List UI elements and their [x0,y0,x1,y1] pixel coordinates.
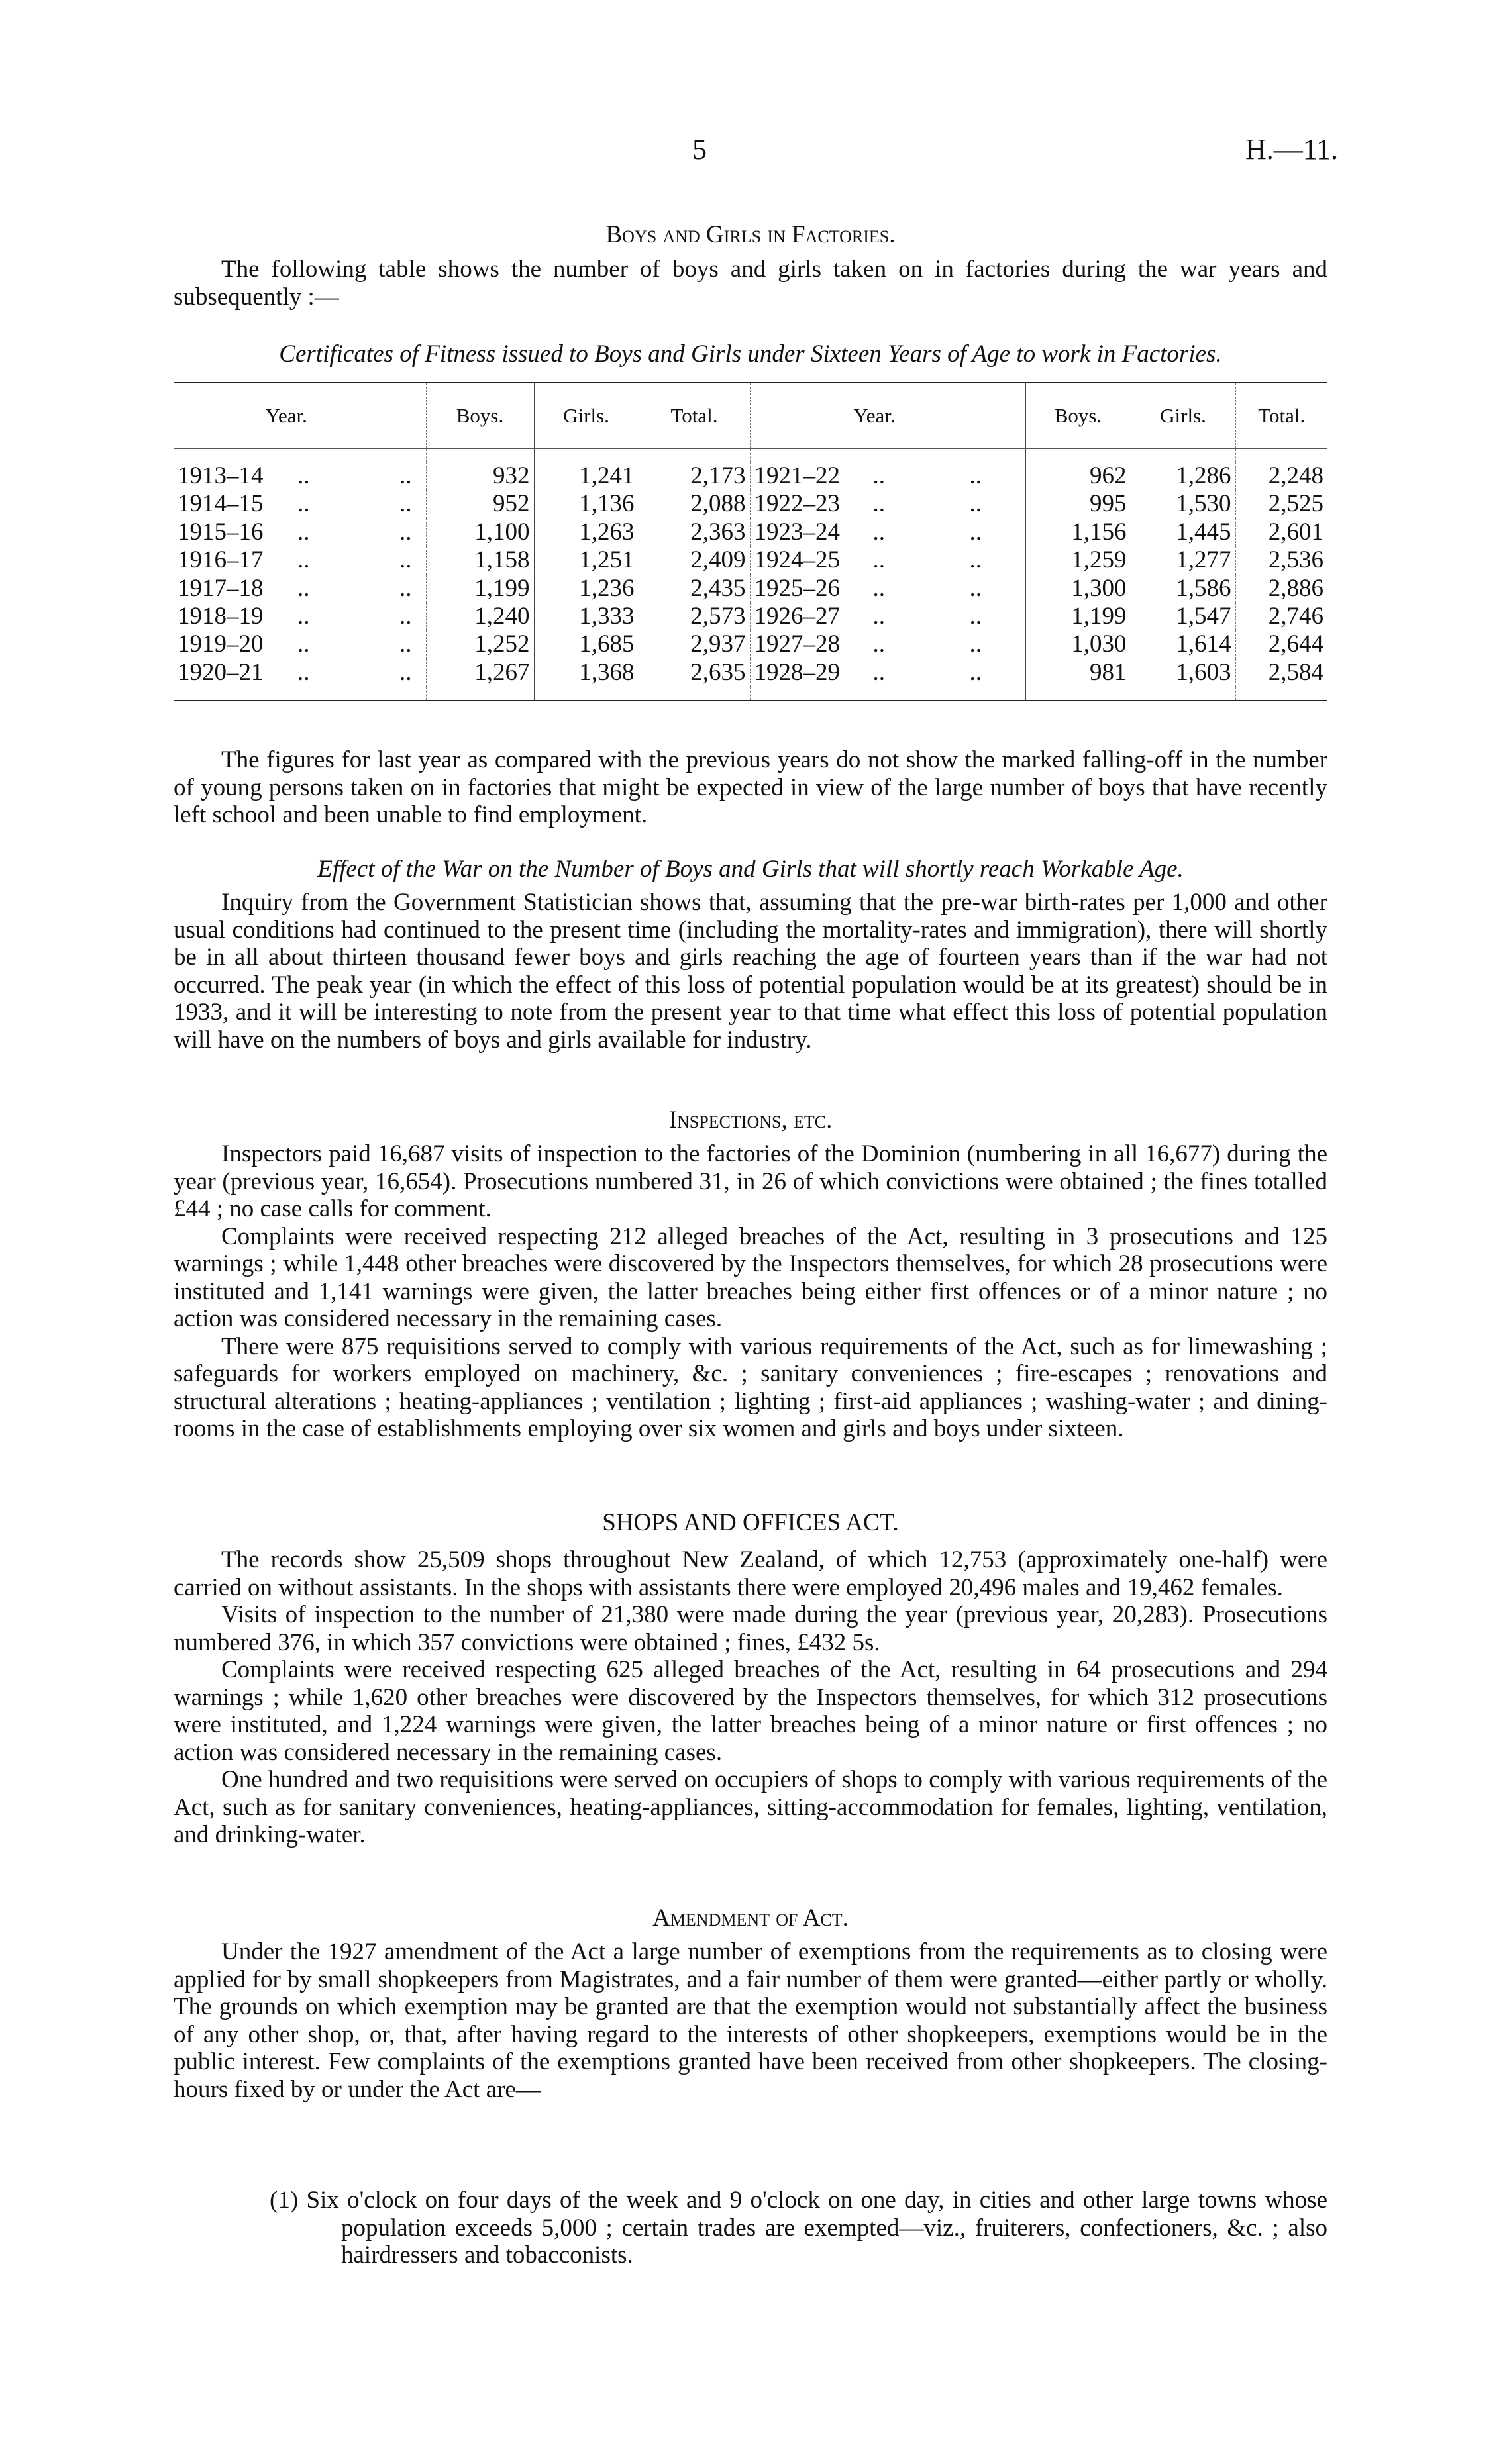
year-label: 1920–21 [178,658,264,686]
leader-dots: .. [297,462,310,489]
year-cell [750,659,1025,687]
value-cell: 1,263 [534,518,639,546]
value-cell: 2,248 [1235,462,1327,490]
page-number: 5 [692,133,707,166]
value-cell: 2,573 [639,603,750,630]
year-cell [174,630,426,658]
table-row [174,490,1327,518]
leader-dots: .. [872,490,885,518]
shops-heading: SHOPS AND OFFICES ACT. [602,1509,899,1536]
year-cell [174,462,426,490]
year-cell [750,518,1025,546]
table-caption: Certificates of Fitness issued to Boys and Girls under Sixteen Years of Age to work in Factories. [279,340,1222,368]
value-cell: 1,547 [1131,603,1235,630]
leader-dots: .. [969,462,982,489]
year-cell [174,575,426,603]
value-cell: 1,277 [1131,546,1235,574]
column-header: Year. [174,383,426,449]
list-item: (1) Six o'clock on four days of the week and 9 o'clock on one day, in cities and other large towns whose population exceeds 5,000 ; certain trades are exempted—viz., fruiterers, confectioners, &c. ; also hairdressers and tobacconists. [270,2187,1327,2269]
year-cell [174,546,426,574]
shops-paragraph: Complaints were received respecting 625 alleged breaches of the Act, resulting in 64 prosecutions and 294 warnings ; while 1,620 other breaches were discovered by the Inspectors themselves, for which 312 prosecutions were instituted, and 1,224 warnings were given, the latter breaches being of a minor nature or first offences ; no action was considered necessary in the remaining cases. [174,1656,1327,1766]
table-spacer [174,687,1327,701]
leader-dots: .. [872,658,885,686]
leader-dots: .. [872,546,885,574]
table-spacer [174,449,1327,463]
table-row [174,575,1327,603]
inspections-heading: Inspections, etc. [668,1107,833,1134]
year-label: 1919–20 [178,630,264,658]
column-header: Boys. [426,383,534,449]
closing-hours-list [270,2187,1327,2269]
value-cell: 1,236 [534,575,639,603]
amendment-heading: Amendment of Act. [652,1904,849,1932]
value-cell: 1,241 [534,462,639,490]
year-label: 1928–29 [754,658,840,686]
value-cell: 2,584 [1235,659,1327,687]
leader-dots: .. [872,518,885,546]
shops-paragraph: The records show 25,509 shops throughout New Zealand, of which 12,753 (approximately one-half) were carried on without assistants. In the shops with assistants there were employed 20,496 males and 19,462 females. [174,1546,1327,1601]
column-header: Girls. [534,383,639,449]
value-cell: 995 [1025,490,1131,518]
value-cell: 1,333 [534,603,639,630]
leader-dots: .. [399,462,412,489]
year-cell [750,575,1025,603]
leader-dots: .. [297,574,310,602]
leader-dots: .. [399,630,412,658]
value-cell: 1,252 [426,630,534,658]
value-cell: 1,240 [426,603,534,630]
value-cell: 2,536 [1235,546,1327,574]
value-cell: 962 [1025,462,1131,490]
leader-dots: .. [399,518,412,546]
leader-dots: .. [399,490,412,518]
leader-dots: .. [297,658,310,686]
leader-dots: .. [297,490,310,518]
value-cell: 952 [426,490,534,518]
leader-dots: .. [399,546,412,574]
shops-paragraph: One hundred and two requisitions were served on occupiers of shops to comply with various requirements of the Act, such as for sanitary conveniences, heating-appliances, sitting-accommodation for females, lighting, ventilation, and drinking-water. [174,1766,1327,1848]
leader-dots: .. [872,630,885,658]
value-cell: 2,173 [639,462,750,490]
section-heading-boys-girls: Boys and Girls in Factories. [605,221,896,248]
value-cell: 1,158 [426,546,534,574]
leader-dots: .. [969,630,982,658]
leader-dots: .. [399,603,412,630]
column-header: Total. [639,383,750,449]
table-row [174,462,1327,490]
leader-dots: .. [969,603,982,630]
column-header: Total. [1235,383,1327,449]
value-cell: 1,300 [1025,575,1131,603]
inspections-paragraph: Inspectors paid 16,687 visits of inspection to the factories of the Dominion (numbering in all 16,677) during the year (previous year, 16,654). Prosecutions numbered 31, in 26 of which convictions were obtained ; the fines totalled £44 ; no case calls for comment. [174,1140,1327,1222]
war-effect-heading: Effect of the War on the Number of Boys and Girls that will shortly reach Workable Age. [317,856,1184,883]
inspections-body [174,1140,1327,1443]
value-cell: 1,586 [1131,575,1235,603]
value-cell: 1,199 [1025,603,1131,630]
leader-dots: .. [399,574,412,602]
year-label: 1915–16 [178,518,264,546]
leader-dots: .. [969,658,982,686]
value-cell: 2,886 [1235,575,1327,603]
year-label: 1922–23 [754,490,840,518]
year-label: 1924–25 [754,546,840,574]
year-label: 1923–24 [754,518,840,546]
value-cell: 1,286 [1131,462,1235,490]
table-row [174,518,1327,546]
table-row [174,546,1327,574]
year-label: 1925–26 [754,574,840,602]
value-cell: 1,267 [426,659,534,687]
war-effect-paragraph: Inquiry from the Government Statistician shows that, assuming that the pre-war birth-rates per 1,000 and other usual conditions had continued to the present time (including the mortality-rates and immigration), there will shortly be in all about thirteen thousand fewer boys and girls reaching the age of fourteen years than if the war had not occurred. The peak year (in which the effect of this loss of potential population would be at its greatest) should be in 1933, and it will be interesting to note from the present year to that time what effect this loss of potential population will have on the numbers of boys and girls available for industry. [174,889,1327,1054]
year-label: 1916–17 [178,546,264,574]
year-label: 1914–15 [178,490,264,518]
value-cell: 1,199 [426,575,534,603]
value-cell: 1,368 [534,659,639,687]
year-cell [750,603,1025,630]
leader-dots: .. [297,603,310,630]
year-label: 1917–18 [178,574,264,602]
year-cell [750,630,1025,658]
value-cell: 1,100 [426,518,534,546]
leader-dots: .. [872,603,885,630]
value-cell: 1,030 [1025,630,1131,658]
value-cell: 2,601 [1235,518,1327,546]
leader-dots: .. [399,658,412,686]
table-row [174,603,1327,630]
leader-dots: .. [969,518,982,546]
year-cell [174,490,426,518]
year-label: 1918–19 [178,603,264,630]
value-cell: 2,635 [639,659,750,687]
value-cell: 1,530 [1131,490,1235,518]
table-row [174,630,1327,658]
leader-dots: .. [297,546,310,574]
value-cell: 981 [1025,659,1131,687]
column-header: Year. [750,383,1025,449]
inspections-paragraph: Complaints were received respecting 212 alleged breaches of the Act, resulting in 3 prosecutions and 125 warnings ; while 1,448 other breaches were discovered by the Inspectors themselves, for which 28 prosecutions were instituted and 1,141 warnings were given, the latter breaches being either first offences or of a minor nature ; no action was considered necessary in the remaining cases. [174,1222,1327,1332]
year-cell [174,659,426,687]
column-header: Boys. [1025,383,1131,449]
value-cell: 2,088 [639,490,750,518]
column-header: Girls. [1131,383,1235,449]
certificates-table [174,382,1327,701]
value-cell: 2,435 [639,575,750,603]
leader-dots: .. [969,546,982,574]
value-cell: 1,251 [534,546,639,574]
inspections-paragraph: There were 875 requisitions served to comply with various requirements of the Act, such as for limewashing ; safeguards for workers employed on machinery, &c. ; sanitary conveniences ; fire-escapes ; renovations and structural alterations ; heating-appliances ; ventilation ; lighting ; first-aid appliances ; washing-water ; and dining-rooms in the case of establishments employing over six women and girls and boys under sixteen. [174,1332,1327,1442]
year-cell [174,518,426,546]
table-row [174,659,1327,687]
value-cell: 2,363 [639,518,750,546]
figures-paragraph: The figures for last year as compared with the previous years do not show the marked falling-off in the number of young persons taken on in factories that might be expected in view of the large number of boys that have recently left school and been unable to find employment. [174,746,1327,828]
value-cell: 2,937 [639,630,750,658]
year-cell [174,603,426,630]
table-header-row [174,383,1327,449]
value-cell: 1,445 [1131,518,1235,546]
value-cell: 1,685 [534,630,639,658]
value-cell: 2,644 [1235,630,1327,658]
intro-paragraph: The following table shows the number of boys and girls taken on in factories during the war years and subsequently :— [174,256,1327,311]
year-cell [750,546,1025,574]
value-cell: 1,156 [1025,518,1131,546]
shops-body [174,1546,1327,1849]
amendment-paragraph: Under the 1927 amendment of the Act a large number of exemptions from the requirements as to closing were applied for by small shopkeepers from Magistrates, and a fair number of them were granted—either partly or wholly. The grounds on which exemption may be granted are that the exemption would not substantially affect the business of any other shop, or, that, after having regard to the interests of other shopkeepers, exemptions would be in the public interest. Few complaints of the exemptions granted have been received from other shopkeepers. The closing-hours fixed by or under the Act are— [174,1938,1327,2103]
year-cell [750,490,1025,518]
leader-dots: .. [872,574,885,602]
year-label: 1913–14 [178,462,264,489]
leader-dots: .. [969,490,982,518]
leader-dots: .. [297,518,310,546]
value-cell: 2,409 [639,546,750,574]
value-cell: 1,614 [1131,630,1235,658]
value-cell: 932 [426,462,534,490]
leader-dots: .. [872,462,885,489]
value-cell: 1,603 [1131,659,1235,687]
year-label: 1927–28 [754,630,840,658]
year-label: 1926–27 [754,603,840,630]
value-cell: 1,259 [1025,546,1131,574]
leader-dots: .. [297,630,310,658]
leader-dots: .. [969,574,982,602]
value-cell: 2,525 [1235,490,1327,518]
value-cell: 1,136 [534,490,639,518]
shops-paragraph: Visits of inspection to the number of 21,380 were made during the year (previous year, 20,283). Prosecutions numbered 376, in which 357 convictions were obtained ; fines, £432 5s. [174,1601,1327,1656]
value-cell: 2,746 [1235,603,1327,630]
document-reference: H.—11. [1245,133,1339,166]
year-cell [750,462,1025,490]
year-label: 1921–22 [754,462,840,489]
